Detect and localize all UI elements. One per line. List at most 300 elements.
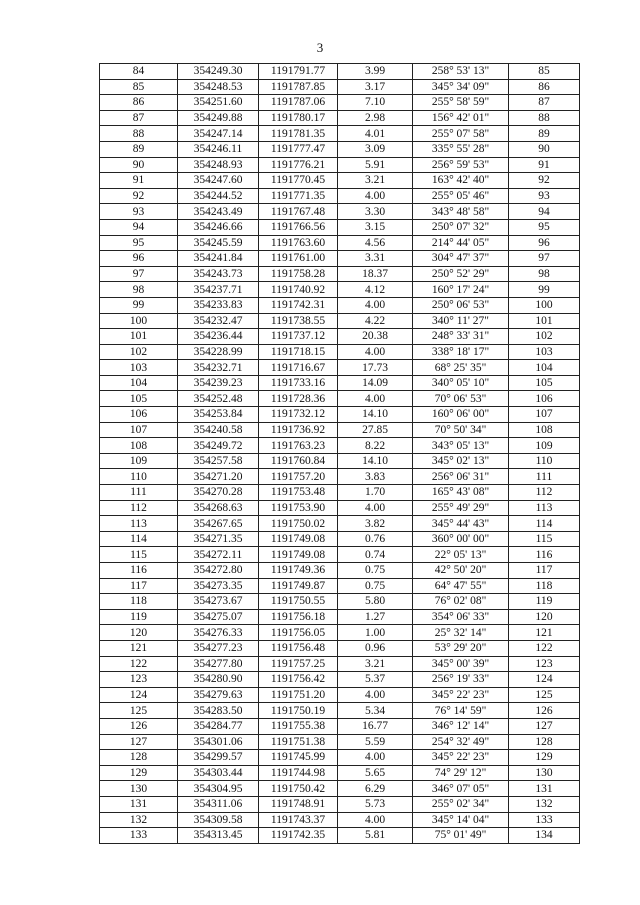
- next-point-cell: 88: [509, 110, 580, 126]
- x-coordinate-cell: 354253.84: [178, 407, 259, 423]
- distance-cell: 27.85: [338, 422, 413, 438]
- x-coordinate-cell: 354280.90: [178, 672, 259, 688]
- table-row: [100, 594, 580, 610]
- bearing-cell: 256° 06' 31": [413, 469, 509, 485]
- distance-cell: 0.74: [338, 547, 413, 563]
- y-coordinate-cell: 1191733.16: [259, 375, 338, 391]
- table-row: [100, 110, 580, 126]
- bearing-cell: 22° 05' 13": [413, 547, 509, 563]
- bearing-cell: 255° 02' 34": [413, 796, 509, 812]
- table-row: [100, 734, 580, 750]
- y-coordinate-cell: 1191760.84: [259, 453, 338, 469]
- distance-cell: 0.75: [338, 563, 413, 579]
- y-coordinate-cell: 1191716.67: [259, 360, 338, 376]
- x-coordinate-cell: 354236.44: [178, 329, 259, 345]
- distance-cell: 3.99: [338, 64, 413, 80]
- point-number-cell: 130: [100, 781, 178, 797]
- table-row: [100, 438, 580, 454]
- distance-cell: 3.83: [338, 469, 413, 485]
- y-coordinate-cell: 1191751.38: [259, 734, 338, 750]
- distance-cell: 4.00: [338, 750, 413, 766]
- bearing-cell: 345° 02' 13": [413, 453, 509, 469]
- x-coordinate-cell: 354309.58: [178, 812, 259, 828]
- point-number-cell: 87: [100, 110, 178, 126]
- bearing-cell: 70° 50' 34": [413, 422, 509, 438]
- distance-cell: 20.38: [338, 329, 413, 345]
- bearing-cell: 255° 58' 59": [413, 95, 509, 111]
- next-point-cell: 122: [509, 640, 580, 656]
- point-number-cell: 90: [100, 157, 178, 173]
- table-row: [100, 609, 580, 625]
- x-coordinate-cell: 354311.06: [178, 796, 259, 812]
- table-row: [100, 157, 580, 173]
- bearing-cell: 53° 29' 20": [413, 640, 509, 656]
- point-number-cell: 119: [100, 609, 178, 625]
- table-row: [100, 485, 580, 501]
- next-point-cell: 121: [509, 625, 580, 641]
- y-coordinate-cell: 1191749.36: [259, 563, 338, 579]
- table-row: [100, 500, 580, 516]
- distance-cell: 16.77: [338, 718, 413, 734]
- x-coordinate-cell: 354303.44: [178, 765, 259, 781]
- x-coordinate-cell: 354272.11: [178, 547, 259, 563]
- y-coordinate-cell: 1191781.35: [259, 126, 338, 142]
- x-coordinate-cell: 354270.28: [178, 485, 259, 501]
- distance-cell: 2.98: [338, 110, 413, 126]
- point-number-cell: 110: [100, 469, 178, 485]
- distance-cell: 4.00: [338, 812, 413, 828]
- next-point-cell: 105: [509, 375, 580, 391]
- next-point-cell: 129: [509, 750, 580, 766]
- bearing-cell: 250° 52' 29": [413, 266, 509, 282]
- next-point-cell: 104: [509, 360, 580, 376]
- y-coordinate-cell: 1191780.17: [259, 110, 338, 126]
- point-number-cell: 102: [100, 344, 178, 360]
- distance-cell: 1.27: [338, 609, 413, 625]
- table-row: [100, 391, 580, 407]
- y-coordinate-cell: 1191777.47: [259, 141, 338, 157]
- x-coordinate-cell: 354267.65: [178, 516, 259, 532]
- distance-cell: 3.17: [338, 79, 413, 95]
- bearing-cell: 354° 06' 33": [413, 609, 509, 625]
- x-coordinate-cell: 354247.14: [178, 126, 259, 142]
- y-coordinate-cell: 1191787.85: [259, 79, 338, 95]
- x-coordinate-cell: 354243.49: [178, 204, 259, 220]
- distance-cell: 4.00: [338, 188, 413, 204]
- bearing-cell: 258° 53' 13": [413, 64, 509, 80]
- y-coordinate-cell: 1191744.98: [259, 765, 338, 781]
- y-coordinate-cell: 1191791.77: [259, 64, 338, 80]
- distance-cell: 7.10: [338, 95, 413, 111]
- y-coordinate-cell: 1191745.99: [259, 750, 338, 766]
- x-coordinate-cell: 354273.35: [178, 578, 259, 594]
- point-number-cell: 116: [100, 563, 178, 579]
- next-point-cell: 91: [509, 157, 580, 173]
- x-coordinate-cell: 354273.67: [178, 594, 259, 610]
- table-row: [100, 796, 580, 812]
- bearing-cell: 345° 22' 23": [413, 750, 509, 766]
- x-coordinate-cell: 354248.53: [178, 79, 259, 95]
- next-point-cell: 117: [509, 563, 580, 579]
- next-point-cell: 111: [509, 469, 580, 485]
- point-number-cell: 118: [100, 594, 178, 610]
- bearing-cell: 160° 17' 24": [413, 282, 509, 298]
- table-row: [100, 422, 580, 438]
- y-coordinate-cell: 1191749.08: [259, 531, 338, 547]
- table-row: [100, 531, 580, 547]
- table-row: [100, 672, 580, 688]
- x-coordinate-cell: 354244.52: [178, 188, 259, 204]
- x-coordinate-cell: 354246.66: [178, 219, 259, 235]
- table-row: [100, 765, 580, 781]
- point-number-cell: 122: [100, 656, 178, 672]
- point-number-cell: 131: [100, 796, 178, 812]
- next-point-cell: 101: [509, 313, 580, 329]
- bearing-cell: 255° 49' 29": [413, 500, 509, 516]
- point-number-cell: 91: [100, 173, 178, 189]
- table-row: [100, 141, 580, 157]
- x-coordinate-cell: 354304.95: [178, 781, 259, 797]
- table-row: [100, 173, 580, 189]
- next-point-cell: 86: [509, 79, 580, 95]
- next-point-cell: 109: [509, 438, 580, 454]
- bearing-cell: 64° 47' 55": [413, 578, 509, 594]
- next-point-cell: 123: [509, 656, 580, 672]
- x-coordinate-cell: 354284.77: [178, 718, 259, 734]
- table-row: [100, 360, 580, 376]
- y-coordinate-cell: 1191753.48: [259, 485, 338, 501]
- next-point-cell: 94: [509, 204, 580, 220]
- table-row: [100, 251, 580, 267]
- next-point-cell: 113: [509, 500, 580, 516]
- x-coordinate-cell: 354252.48: [178, 391, 259, 407]
- x-coordinate-cell: 354272.80: [178, 563, 259, 579]
- y-coordinate-cell: 1191718.15: [259, 344, 338, 360]
- x-coordinate-cell: 354268.63: [178, 500, 259, 516]
- bearing-cell: 343° 48' 58": [413, 204, 509, 220]
- y-coordinate-cell: 1191738.55: [259, 313, 338, 329]
- bearing-cell: 335° 55' 28": [413, 141, 509, 157]
- point-number-cell: 106: [100, 407, 178, 423]
- point-number-cell: 108: [100, 438, 178, 454]
- table-row: [100, 469, 580, 485]
- next-point-cell: 134: [509, 828, 580, 844]
- next-point-cell: 119: [509, 594, 580, 610]
- distance-cell: 5.34: [338, 703, 413, 719]
- next-point-cell: 89: [509, 126, 580, 142]
- table-row: [100, 750, 580, 766]
- x-coordinate-cell: 354248.93: [178, 157, 259, 173]
- distance-cell: 5.59: [338, 734, 413, 750]
- page-number: 3: [316, 40, 324, 55]
- table-row: [100, 453, 580, 469]
- table-row: [100, 547, 580, 563]
- x-coordinate-cell: 354257.58: [178, 453, 259, 469]
- next-point-cell: 92: [509, 173, 580, 189]
- point-number-cell: 125: [100, 703, 178, 719]
- bearing-cell: 256° 59' 53": [413, 157, 509, 173]
- bearing-cell: 160° 06' 00": [413, 407, 509, 423]
- x-coordinate-cell: 354276.33: [178, 625, 259, 641]
- distance-cell: 3.09: [338, 141, 413, 157]
- bearing-cell: 254° 32' 49": [413, 734, 509, 750]
- x-coordinate-cell: 354277.80: [178, 656, 259, 672]
- y-coordinate-cell: 1191761.00: [259, 251, 338, 267]
- coordinates-table: [99, 63, 580, 844]
- y-coordinate-cell: 1191750.19: [259, 703, 338, 719]
- table-row: [100, 219, 580, 235]
- next-point-cell: 131: [509, 781, 580, 797]
- distance-cell: 8.22: [338, 438, 413, 454]
- next-point-cell: 97: [509, 251, 580, 267]
- y-coordinate-cell: 1191757.20: [259, 469, 338, 485]
- distance-cell: 3.15: [338, 219, 413, 235]
- y-coordinate-cell: 1191751.20: [259, 687, 338, 703]
- point-number-cell: 113: [100, 516, 178, 532]
- point-number-cell: 128: [100, 750, 178, 766]
- next-point-cell: 93: [509, 188, 580, 204]
- y-coordinate-cell: 1191763.60: [259, 235, 338, 251]
- next-point-cell: 130: [509, 765, 580, 781]
- next-point-cell: 99: [509, 282, 580, 298]
- y-coordinate-cell: 1191787.06: [259, 95, 338, 111]
- bearing-cell: 340° 05' 10": [413, 375, 509, 391]
- next-point-cell: 90: [509, 141, 580, 157]
- distance-cell: 5.80: [338, 594, 413, 610]
- bearing-cell: 256° 19' 33": [413, 672, 509, 688]
- distance-cell: 17.73: [338, 360, 413, 376]
- y-coordinate-cell: 1191753.90: [259, 500, 338, 516]
- y-coordinate-cell: 1191732.12: [259, 407, 338, 423]
- point-number-cell: 124: [100, 687, 178, 703]
- bearing-cell: 360° 00' 00": [413, 531, 509, 547]
- distance-cell: 4.00: [338, 500, 413, 516]
- point-number-cell: 121: [100, 640, 178, 656]
- table-row: [100, 563, 580, 579]
- table-row: [100, 344, 580, 360]
- point-number-cell: 133: [100, 828, 178, 844]
- bearing-cell: 255° 07' 58": [413, 126, 509, 142]
- bearing-cell: 76° 14' 59": [413, 703, 509, 719]
- table-row: [100, 313, 580, 329]
- next-point-cell: 106: [509, 391, 580, 407]
- point-number-cell: 97: [100, 266, 178, 282]
- table-row: [100, 375, 580, 391]
- point-number-cell: 93: [100, 204, 178, 220]
- y-coordinate-cell: 1191771.35: [259, 188, 338, 204]
- point-number-cell: 120: [100, 625, 178, 641]
- x-coordinate-cell: 354246.11: [178, 141, 259, 157]
- table-row: [100, 718, 580, 734]
- x-coordinate-cell: 354239.23: [178, 375, 259, 391]
- x-coordinate-cell: 354313.45: [178, 828, 259, 844]
- bearing-cell: 345° 34' 09": [413, 79, 509, 95]
- next-point-cell: 112: [509, 485, 580, 501]
- table-row: [100, 578, 580, 594]
- x-coordinate-cell: 354245.59: [178, 235, 259, 251]
- table-row: [100, 407, 580, 423]
- distance-cell: 0.75: [338, 578, 413, 594]
- next-point-cell: 107: [509, 407, 580, 423]
- distance-cell: 3.21: [338, 173, 413, 189]
- x-coordinate-cell: 354228.99: [178, 344, 259, 360]
- y-coordinate-cell: 1191748.91: [259, 796, 338, 812]
- x-coordinate-cell: 354279.63: [178, 687, 259, 703]
- table-row: [100, 703, 580, 719]
- y-coordinate-cell: 1191750.02: [259, 516, 338, 532]
- distance-cell: 0.96: [338, 640, 413, 656]
- next-point-cell: 108: [509, 422, 580, 438]
- table-row: [100, 297, 580, 313]
- bearing-cell: 345° 44' 43": [413, 516, 509, 532]
- y-coordinate-cell: 1191755.38: [259, 718, 338, 734]
- bearing-cell: 75° 01' 49": [413, 828, 509, 844]
- coordinates-table-body: [100, 64, 580, 844]
- bearing-cell: 340° 11' 27": [413, 313, 509, 329]
- x-coordinate-cell: 354301.06: [178, 734, 259, 750]
- point-number-cell: 86: [100, 95, 178, 111]
- distance-cell: 1.00: [338, 625, 413, 641]
- distance-cell: 5.65: [338, 765, 413, 781]
- next-point-cell: 103: [509, 344, 580, 360]
- x-coordinate-cell: 354271.35: [178, 531, 259, 547]
- x-coordinate-cell: 354241.84: [178, 251, 259, 267]
- point-number-cell: 99: [100, 297, 178, 313]
- next-point-cell: 116: [509, 547, 580, 563]
- table-row: [100, 126, 580, 142]
- bearing-cell: 255° 05' 46": [413, 188, 509, 204]
- next-point-cell: 125: [509, 687, 580, 703]
- x-coordinate-cell: 354249.30: [178, 64, 259, 80]
- y-coordinate-cell: 1191770.45: [259, 173, 338, 189]
- table-row: [100, 282, 580, 298]
- next-point-cell: 96: [509, 235, 580, 251]
- y-coordinate-cell: 1191756.05: [259, 625, 338, 641]
- table-row: [100, 656, 580, 672]
- point-number-cell: 129: [100, 765, 178, 781]
- distance-cell: 18.37: [338, 266, 413, 282]
- next-point-cell: 126: [509, 703, 580, 719]
- point-number-cell: 105: [100, 391, 178, 407]
- x-coordinate-cell: 354243.73: [178, 266, 259, 282]
- next-point-cell: 133: [509, 812, 580, 828]
- point-number-cell: 127: [100, 734, 178, 750]
- point-number-cell: 114: [100, 531, 178, 547]
- distance-cell: 0.76: [338, 531, 413, 547]
- next-point-cell: 87: [509, 95, 580, 111]
- bearing-cell: 42° 50' 20": [413, 563, 509, 579]
- x-coordinate-cell: 354237.71: [178, 282, 259, 298]
- distance-cell: 3.31: [338, 251, 413, 267]
- y-coordinate-cell: 1191742.31: [259, 297, 338, 313]
- bearing-cell: 346° 12' 14": [413, 718, 509, 734]
- distance-cell: 14.10: [338, 407, 413, 423]
- next-point-cell: 120: [509, 609, 580, 625]
- distance-cell: 3.21: [338, 656, 413, 672]
- table-row: [100, 329, 580, 345]
- distance-cell: 3.30: [338, 204, 413, 220]
- y-coordinate-cell: 1191750.42: [259, 781, 338, 797]
- y-coordinate-cell: 1191737.12: [259, 329, 338, 345]
- x-coordinate-cell: 354240.58: [178, 422, 259, 438]
- point-number-cell: 96: [100, 251, 178, 267]
- y-coordinate-cell: 1191756.48: [259, 640, 338, 656]
- y-coordinate-cell: 1191749.87: [259, 578, 338, 594]
- x-coordinate-cell: 354251.60: [178, 95, 259, 111]
- y-coordinate-cell: 1191756.18: [259, 609, 338, 625]
- point-number-cell: 94: [100, 219, 178, 235]
- bearing-cell: 163° 42' 40": [413, 173, 509, 189]
- point-number-cell: 98: [100, 282, 178, 298]
- next-point-cell: 115: [509, 531, 580, 547]
- distance-cell: 5.73: [338, 796, 413, 812]
- bearing-cell: 345° 14' 04": [413, 812, 509, 828]
- table-row: [100, 640, 580, 656]
- next-point-cell: 100: [509, 297, 580, 313]
- table-row: [100, 204, 580, 220]
- x-coordinate-cell: 354283.50: [178, 703, 259, 719]
- bearing-cell: 250° 06' 53": [413, 297, 509, 313]
- y-coordinate-cell: 1191740.92: [259, 282, 338, 298]
- next-point-cell: 114: [509, 516, 580, 532]
- bearing-cell: 165° 43' 08": [413, 485, 509, 501]
- table-row: [100, 828, 580, 844]
- next-point-cell: 124: [509, 672, 580, 688]
- bearing-cell: 25° 32' 14": [413, 625, 509, 641]
- distance-cell: 3.82: [338, 516, 413, 532]
- point-number-cell: 88: [100, 126, 178, 142]
- bearing-cell: 248° 33' 31": [413, 329, 509, 345]
- y-coordinate-cell: 1191776.21: [259, 157, 338, 173]
- point-number-cell: 115: [100, 547, 178, 563]
- table-row: [100, 235, 580, 251]
- bearing-cell: 156° 42' 01": [413, 110, 509, 126]
- bearing-cell: 345° 22' 23": [413, 687, 509, 703]
- point-number-cell: 104: [100, 375, 178, 391]
- next-point-cell: 110: [509, 453, 580, 469]
- bearing-cell: 68° 25' 35": [413, 360, 509, 376]
- point-number-cell: 112: [100, 500, 178, 516]
- bearing-cell: 343° 05' 13": [413, 438, 509, 454]
- distance-cell: 4.56: [338, 235, 413, 251]
- distance-cell: 1.70: [338, 485, 413, 501]
- distance-cell: 6.29: [338, 781, 413, 797]
- table-row: [100, 516, 580, 532]
- point-number-cell: 117: [100, 578, 178, 594]
- point-number-cell: 132: [100, 812, 178, 828]
- point-number-cell: 107: [100, 422, 178, 438]
- point-number-cell: 89: [100, 141, 178, 157]
- table-row: [100, 812, 580, 828]
- distance-cell: 5.91: [338, 157, 413, 173]
- next-point-cell: 118: [509, 578, 580, 594]
- x-coordinate-cell: 354249.72: [178, 438, 259, 454]
- bearing-cell: 304° 47' 37": [413, 251, 509, 267]
- y-coordinate-cell: 1191757.25: [259, 656, 338, 672]
- table-row: [100, 95, 580, 111]
- distance-cell: 4.00: [338, 297, 413, 313]
- distance-cell: 14.10: [338, 453, 413, 469]
- bearing-cell: 76° 02' 08": [413, 594, 509, 610]
- distance-cell: 14.09: [338, 375, 413, 391]
- y-coordinate-cell: 1191766.56: [259, 219, 338, 235]
- point-number-cell: 100: [100, 313, 178, 329]
- point-number-cell: 92: [100, 188, 178, 204]
- x-coordinate-cell: 354249.88: [178, 110, 259, 126]
- next-point-cell: 98: [509, 266, 580, 282]
- point-number-cell: 85: [100, 79, 178, 95]
- x-coordinate-cell: 354275.07: [178, 609, 259, 625]
